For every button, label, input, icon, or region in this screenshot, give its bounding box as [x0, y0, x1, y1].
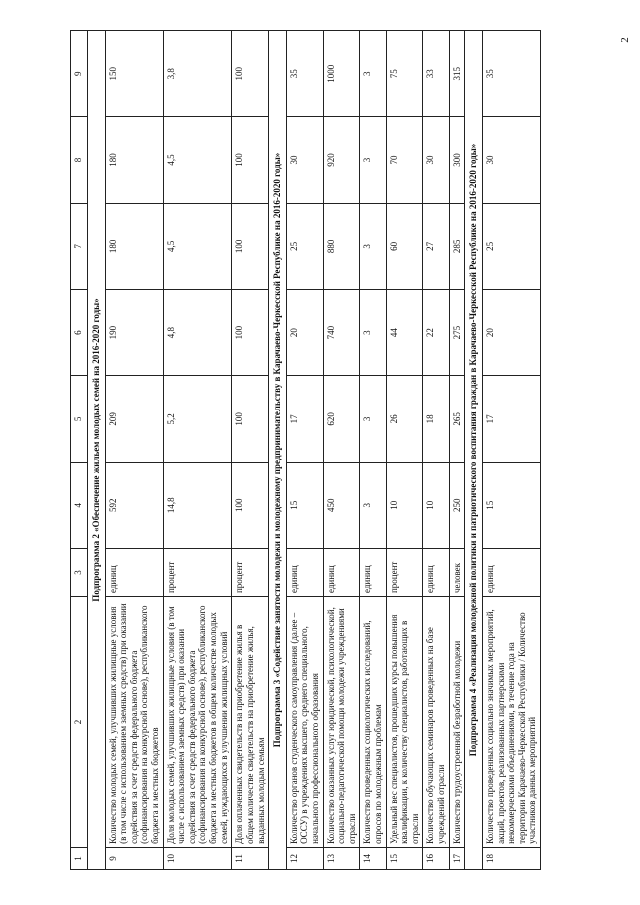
value-cell: 15 [286, 462, 323, 548]
row-number: 11 [232, 847, 269, 869]
unit-cell: единиц [286, 548, 323, 596]
value-cell: 4,8 [163, 289, 232, 375]
value-cell: 100 [232, 462, 269, 548]
value-cell: 300 [449, 117, 465, 203]
col-header: 1 [71, 847, 88, 869]
indicators-table [70, 30, 541, 870]
row-number: 10 [163, 847, 232, 869]
indicator-name: Количество оказанных услуг юридической, психологической, социально-педагогической помощи молодежи учреждениями отрасли [323, 597, 360, 848]
unit-cell: единиц [423, 548, 449, 596]
unit-cell: процент [163, 548, 232, 596]
value-cell: 25 [286, 203, 323, 289]
col-header: 8 [71, 117, 88, 203]
value-cell: 920 [323, 117, 360, 203]
row-number: 16 [423, 847, 449, 869]
value-cell: 22 [423, 289, 449, 375]
value-cell: 285 [449, 203, 465, 289]
value-cell: 3 [360, 462, 386, 548]
value-cell: 26 [386, 376, 423, 462]
section-header-row [269, 31, 287, 870]
value-cell: 20 [286, 289, 323, 375]
col-header: 9 [71, 31, 88, 117]
value-cell: 100 [232, 31, 269, 117]
value-cell: 17 [482, 376, 540, 462]
value-cell: 18 [423, 376, 449, 462]
value-cell: 60 [386, 203, 423, 289]
section-title: Подпрограмма 4 «Реализация молодежной политики и патриотического воспитания граждан в Карачаево-Черкесской Республике на 2016-2020 годы» [465, 31, 483, 870]
value-cell: 275 [449, 289, 465, 375]
table-row [449, 31, 465, 870]
row-number: 13 [323, 847, 360, 869]
table-row [386, 31, 423, 870]
value-cell: 450 [323, 462, 360, 548]
col-header: 7 [71, 203, 88, 289]
row-number: 9 [105, 847, 163, 869]
value-cell: 30 [482, 117, 540, 203]
section-header-row [88, 31, 106, 870]
col-header: 2 [71, 597, 88, 848]
value-cell: 30 [423, 117, 449, 203]
value-cell: 620 [323, 376, 360, 462]
indicator-name: Количество молодых семей, улучшивших жилищные условия (в том числе с использованием заемных средств) при оказании содействия за счет средств федерального бюджета (софинансирования на конкурсной основе), республиканского бюджета и местных бюджетов [105, 597, 163, 848]
table-row [423, 31, 449, 870]
value-cell: 180 [105, 117, 163, 203]
table-row [286, 31, 323, 870]
unit-cell: человек [449, 548, 465, 596]
indicator-name: Удельный вес специалистов, прошедших курсы повышения квалификации, к количеству специалистов, работающих в отрасли [386, 597, 423, 848]
value-cell: 70 [386, 117, 423, 203]
value-cell: 14,8 [163, 462, 232, 548]
value-cell: 27 [423, 203, 449, 289]
value-cell: 17 [286, 376, 323, 462]
unit-cell: единиц [360, 548, 386, 596]
row-number: 15 [386, 847, 423, 869]
value-cell: 3,8 [163, 31, 232, 117]
indicator-name: Количество проведенных социологических исследований, опросов по молодежным проблемам [360, 597, 386, 848]
table-row [105, 31, 163, 870]
value-cell: 592 [105, 462, 163, 548]
value-cell: 3 [360, 31, 386, 117]
value-cell: 3 [360, 117, 386, 203]
value-cell: 33 [423, 31, 449, 117]
value-cell: 75 [386, 31, 423, 117]
value-cell: 209 [105, 376, 163, 462]
col-header: 6 [71, 289, 88, 375]
value-cell: 250 [449, 462, 465, 548]
indicator-name: Количество органов студенческого самоуправления (далее – ОССУ) в учреждениях высшего, среднего специального, начального профессионального образования [286, 597, 323, 848]
indicator-name: Доля оплаченных свидетельств на приобретение жилья в общем количестве свидетельств на приобретение жилья, выданных молодым семьям [232, 597, 269, 848]
value-cell: 4,5 [163, 203, 232, 289]
table-row [232, 31, 269, 870]
value-cell: 180 [105, 203, 163, 289]
value-cell: 1000 [323, 31, 360, 117]
value-cell: 15 [482, 462, 540, 548]
value-cell: 25 [482, 203, 540, 289]
column-numbers-row [71, 31, 88, 870]
value-cell: 100 [232, 203, 269, 289]
rotated-table-page [70, 30, 610, 870]
row-number: 14 [360, 847, 386, 869]
indicator-name: Доля молодых семей, улучшивших жилищные условия (в том числе с использованием заемных средств) при оказании содействия за счет средств федерального бюджета (софинансирования на конкурсной основе), республиканского бюджета и местных бюджетов в общем количестве молодых семей, нуждающихся в улучшении жилищных условий [163, 597, 232, 848]
table-row [163, 31, 232, 870]
col-header: 5 [71, 376, 88, 462]
row-number: 12 [286, 847, 323, 869]
value-cell: 10 [423, 462, 449, 548]
section-title: Подпрограмма 3 «Содействие занятости молодежи и молодежному предпринимательству в Карачаево-Черкесской Республике на 2016-2020 годы» [269, 31, 287, 870]
value-cell: 100 [232, 117, 269, 203]
value-cell: 150 [105, 31, 163, 117]
value-cell: 100 [232, 376, 269, 462]
page-number: 2 [618, 37, 631, 43]
value-cell: 30 [286, 117, 323, 203]
value-cell: 4,5 [163, 117, 232, 203]
indicator-name: Количество трудоустроенной безработной молодежи [449, 597, 465, 848]
value-cell: 315 [449, 31, 465, 117]
table-row [482, 31, 540, 870]
table-row [323, 31, 360, 870]
value-cell: 880 [323, 203, 360, 289]
section-header-row [465, 31, 483, 870]
row-number: 17 [449, 847, 465, 869]
section-title: Подпрограмма 2 «Обеспечение жильем молодых семей на 2016-2020 годы» [88, 31, 106, 870]
value-cell: 10 [386, 462, 423, 548]
value-cell: 5,2 [163, 376, 232, 462]
indicator-name: Количество проведенных социально значимых мероприятий, акций, проектов, реализованных партнерскими некоммерческими объединениями, в течение года на территории Карачаево-Черкесской Республики / Количество участников данных мероприятий [482, 597, 540, 848]
value-cell: 20 [482, 289, 540, 375]
value-cell: 35 [286, 31, 323, 117]
table-row [360, 31, 386, 870]
unit-cell: единиц [323, 548, 360, 596]
indicator-name: Количество обучающих семинаров проведенных на базе учреждений отрасли [423, 597, 449, 848]
unit-cell: процент [232, 548, 269, 596]
value-cell: 44 [386, 289, 423, 375]
value-cell: 100 [232, 289, 269, 375]
row-number: 18 [482, 847, 540, 869]
col-header: 4 [71, 462, 88, 548]
unit-cell: единиц [105, 548, 163, 596]
value-cell: 3 [360, 203, 386, 289]
value-cell: 35 [482, 31, 540, 117]
unit-cell: процент [386, 548, 423, 596]
value-cell: 740 [323, 289, 360, 375]
value-cell: 3 [360, 289, 386, 375]
unit-cell: единиц [482, 548, 540, 596]
value-cell: 3 [360, 376, 386, 462]
value-cell: 190 [105, 289, 163, 375]
col-header: 3 [71, 548, 88, 596]
value-cell: 265 [449, 376, 465, 462]
